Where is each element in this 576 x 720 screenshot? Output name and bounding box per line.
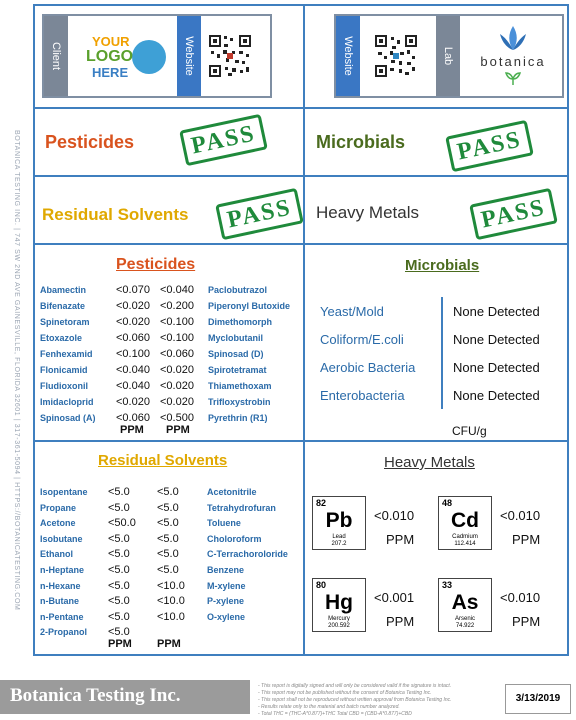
element-name: Lead [332, 534, 346, 540]
footer-note-line: - This report may not be published without the consent of Botanica Testing Inc. [258, 690, 432, 696]
atomic-number: 82 [316, 498, 327, 508]
limit-value: <5.0 [108, 579, 130, 592]
website-tab[interactable]: Website [177, 16, 201, 96]
result-value: <10.0 [157, 610, 185, 623]
solvent-name: Ethanol [40, 549, 73, 560]
solvent-name: 2-Propanol [40, 627, 88, 638]
result-value: <0.100 [160, 332, 194, 344]
limit-value: <5.0 [108, 564, 130, 576]
element-name: Arsenic [454, 616, 475, 622]
element-tile [312, 496, 366, 550]
limit-value: <5.0 [108, 548, 130, 561]
metal-unit: PPM [386, 614, 415, 629]
solvent-name: Isopentane [40, 487, 88, 497]
atomic-mass: 207.2 [331, 541, 347, 547]
solvent-name: Choloroform [207, 533, 262, 544]
result-value: <0.060 [160, 348, 194, 360]
analyte-name: Fludioxonil [40, 381, 88, 391]
analyte-name: Spinosad (D) [208, 349, 264, 359]
summary-heavy-label: Heavy Metals [316, 203, 419, 222]
analyte-name: Etoxazole [40, 333, 83, 343]
divider [33, 175, 569, 177]
atomic-mass: 74.922 [455, 623, 475, 629]
metal-value: <0.010 [374, 508, 415, 523]
footer-note-line: - This report shall not be reproduced without written approval from Botanica Testing Inc. [258, 697, 452, 703]
limit-value: <50.0 [108, 517, 136, 530]
result-value: <10.0 [157, 579, 185, 592]
unit-label: PPM [166, 424, 190, 436]
atomic-number: 33 [442, 580, 453, 590]
result-value: <0.100 [160, 316, 194, 328]
residual-title: Residual Solvents [98, 452, 228, 469]
metal-value: <0.010 [500, 590, 541, 605]
solvent-name: Acetone [40, 518, 76, 529]
report-date: 3/13/2019 [505, 684, 571, 714]
microbial-result: None Detected [453, 360, 540, 375]
limit-value: <5.0 [108, 532, 130, 545]
analyte-name: Imidacloprid [40, 397, 94, 407]
footer-note-line: - Results relate only to the material and batch number analyzed. [258, 704, 400, 710]
result-value: <5.0 [157, 501, 179, 514]
analyte-name: Spinetoram [40, 317, 90, 327]
solvent-name: O-xylene [207, 611, 246, 622]
analyte-name: Trifloxystrobin [208, 397, 271, 407]
divider [303, 4, 305, 656]
element-name: Cadmium [452, 534, 478, 540]
analyte-name: Paclobutrazol [208, 285, 268, 295]
metal-unit: PPM [512, 532, 541, 547]
result-value: <5.0 [157, 517, 179, 530]
result-value: <0.020 [160, 380, 194, 392]
limit-value: <0.040 [116, 380, 150, 392]
summary-microbials-label: Microbials [316, 132, 406, 152]
limit-value: <5.0 [108, 486, 130, 498]
lab-box [334, 14, 564, 98]
metal-unit: PPM [512, 614, 541, 629]
divider [33, 243, 569, 245]
result-value: <5.0 [157, 486, 179, 498]
result-value: <0.020 [160, 364, 194, 376]
unit-label: PPM [120, 424, 144, 436]
atomic-mass: 112.414 [454, 541, 476, 547]
solvent-name: Tetrahydrofuran [207, 502, 276, 513]
footer-company-banner: Botanica Testing Inc. [0, 680, 250, 714]
analyte-name: Abamectin [40, 285, 87, 295]
leaf-icon [504, 72, 522, 86]
microbials-title: Microbials [405, 257, 480, 274]
solvent-name: C-Terrachoroloride [207, 549, 288, 560]
analyte-name: Bifenazate [40, 301, 86, 311]
element-symbol: Hg [325, 591, 353, 614]
microbial-name: Yeast/Mold [320, 304, 384, 319]
footer-note-line: - This report is digitally signed and will only be considered valid if the signature is intact. [258, 683, 452, 689]
limit-value: <0.040 [116, 364, 150, 376]
limit-value: <0.020 [116, 300, 150, 312]
atomic-number: 80 [316, 580, 327, 590]
client-logo: YOUR LOGO HERE [80, 30, 170, 86]
analyte-name: Myclobutanil [208, 333, 264, 343]
limit-value: <0.070 [116, 284, 150, 296]
element-tile [312, 578, 366, 632]
metal-value: <0.010 [500, 508, 541, 523]
microbials-divider [441, 297, 443, 409]
microbial-result: None Detected [453, 332, 540, 347]
pass-stamp: PASS [445, 120, 534, 172]
solvent-name: n-Butane [40, 596, 79, 607]
limit-value: <5.0 [108, 595, 130, 608]
solvent-name: n-Pentane [40, 611, 84, 622]
result-value: <10.0 [157, 595, 185, 608]
element-name: Mercury [328, 616, 350, 622]
solvent-name: Toluene [207, 518, 241, 529]
unit-label: PPM [157, 638, 181, 650]
footer-note-line: - Total THC = (THC-A*0.877)+THC Total CBD = (CBD-A*0.877)+CBD [258, 711, 412, 717]
pass-stamp: PASS [215, 188, 304, 240]
botanica-logo: botanica [468, 24, 558, 92]
divider [33, 440, 569, 442]
summary-residual-label: Residual Solvents [42, 205, 189, 224]
element-tile [438, 496, 492, 550]
solvent-name: Benzene [207, 565, 245, 575]
client-tab: Client [44, 16, 68, 96]
metal-unit: PPM [386, 532, 415, 547]
solvent-name: M-xylene [207, 580, 246, 591]
pesticides-title: Pesticides [116, 256, 196, 273]
heavy-title: Heavy Metals [384, 454, 475, 471]
solvent-name: Acetonitrile [207, 487, 257, 497]
solvent-name: Isobutane [40, 533, 83, 544]
limit-value: <5.0 [108, 610, 130, 623]
pass-stamp: PASS [469, 188, 558, 240]
result-value: <0.500 [160, 412, 194, 424]
limit-value: <0.100 [116, 348, 150, 360]
microbial-result: None Detected [453, 388, 540, 403]
result-value: <0.040 [160, 284, 194, 296]
unit-label: PPM [108, 638, 132, 650]
website-tab-lab[interactable]: Website [336, 16, 360, 96]
solvent-name: n-Heptane [40, 565, 85, 575]
limit-value: <0.060 [116, 332, 150, 344]
analyte-name: Fenhexamid [40, 349, 93, 359]
microbial-name: Enterobacteria [320, 388, 405, 403]
qr-code[interactable] [208, 34, 252, 78]
analyte-name: Spinosad (A) [40, 413, 96, 423]
element-symbol: As [451, 591, 479, 614]
divider [33, 107, 569, 109]
pass-stamp: PASS [179, 114, 268, 166]
limit-value: <5.0 [108, 501, 130, 514]
qr-code-lab[interactable] [374, 34, 418, 78]
analyte-name: Flonicamid [40, 365, 88, 375]
sidebar-address: BOTANICA TESTING INC. | 747 SW 2ND AVE GAINESVILLE, FLORIDA 32601 | 317-361-5094 | HTTPS://BOTANICATESTING.COM [13, 130, 20, 611]
lab-tab: Lab [436, 16, 460, 96]
microbial-result: None Detected [453, 304, 540, 319]
element-tile [438, 578, 492, 632]
limit-value: <0.020 [116, 396, 150, 408]
client-box [42, 14, 272, 98]
result-value: <0.200 [160, 300, 194, 312]
analyte-name: Piperonyl Butoxide [208, 301, 291, 311]
analyte-name: Pyrethrin (R1) [208, 413, 268, 423]
limit-value: <0.020 [116, 316, 150, 328]
limit-value: <0.060 [116, 412, 150, 424]
result-value: <5.0 [157, 548, 179, 561]
summary-pesticides-label: Pesticides [45, 132, 135, 152]
microbial-name: Coliform/E.coli [320, 332, 404, 347]
atomic-mass: 200.592 [328, 623, 350, 629]
metal-value: <0.001 [374, 590, 415, 605]
solvent-name: P-xylene [207, 596, 245, 607]
result-value: <5.0 [157, 532, 179, 545]
solvent-name: n-Hexane [40, 580, 81, 591]
microbial-name: Aerobic Bacteria [320, 360, 416, 375]
analyte-name: Spirotetramat [208, 365, 267, 375]
limit-value: <5.0 [108, 626, 130, 639]
element-symbol: Cd [451, 509, 479, 532]
element-symbol: Pb [325, 509, 353, 532]
lotus-icon [496, 24, 530, 52]
analyte-name: Thiamethoxam [208, 381, 272, 391]
result-value: <5.0 [157, 564, 179, 576]
solvent-name: Propane [40, 502, 77, 513]
analyte-name: Dimethomorph [208, 317, 272, 327]
result-value: <0.020 [160, 396, 194, 408]
atomic-number: 48 [442, 498, 453, 508]
unit-label: CFU/g [452, 424, 487, 438]
